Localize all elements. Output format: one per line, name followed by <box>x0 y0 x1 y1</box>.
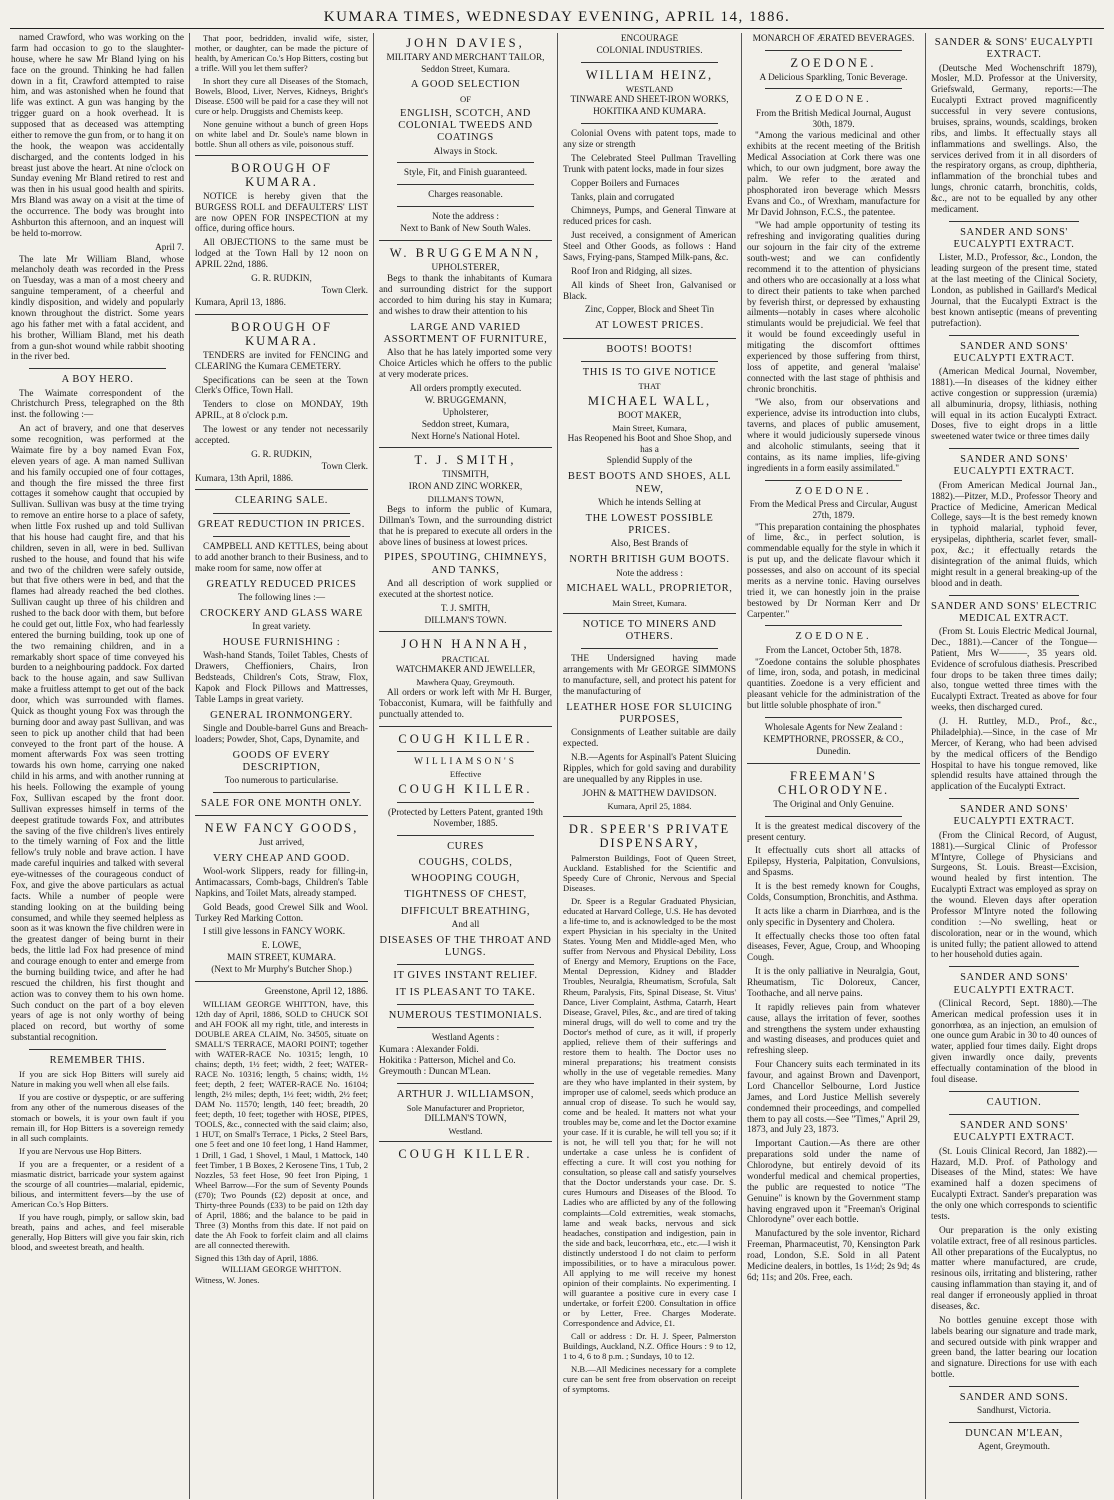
ad-line: Effective <box>449 769 482 780</box>
ad-heading: SALE FOR ONE MONTH ONLY. <box>200 798 363 810</box>
divider <box>397 1027 534 1028</box>
ad-heading: ENCOURAGE <box>620 34 679 44</box>
ad-address: (Next to Mr Murphy's Butcher Shop.) <box>211 965 352 976</box>
columns <box>6 33 1108 1499</box>
notice-paragraph: Consignments of Leather suitable are daily expected. <box>563 728 736 750</box>
ad-paragraph: It effectually cuts short all attacks of Epilepsy, Hysteria, Palpitation, Convulsions, and Spasms. <box>747 846 920 879</box>
ad-title: JOHN HANNAH, <box>401 637 530 652</box>
notice-paragraph: All OBJECTIONS to the same must be lodged at the Town Hall by 12 noon on APRIL 22nd, 1886. <box>195 238 368 271</box>
notice-signed: Signed this 13th day of April, 1886. <box>195 1253 319 1263</box>
ad-line: Note the address : <box>432 212 499 223</box>
ad-heading: NORTH BRITISH GUM BOOTS. <box>569 554 730 566</box>
ad-heading: GREAT REDUCTION IN PRICES. <box>197 518 366 530</box>
ad-paragraph: Manufactured by the sole inventor, Richard Freeman, Pharmaceutist, 70, Kensington Park road, London, S.E. Sold in all Patent Medicine dealers, in bottles, 1s 1½d; 2s 9d; 4s 6d; 11s; and 20s. Free, each. <box>747 1229 920 1283</box>
divider <box>397 1004 534 1005</box>
divider <box>379 631 552 632</box>
divider <box>949 1422 1079 1423</box>
divider <box>765 717 902 718</box>
ad-heading: TIGHTNESS OF CHEST, <box>404 889 527 901</box>
ad-title: SANDER AND SONS' EUCALYPTI EXTRACT. <box>953 972 1075 996</box>
article-paragraph: The Waimate correspondent of the Christchurch Press, telegraphed on the 8th inst. the following :— <box>11 388 184 421</box>
ad-heading: THE LOWEST POSSIBLE PRICES. <box>585 512 714 537</box>
ad-heading: ZOEDONE. <box>795 485 872 497</box>
divider <box>397 1083 534 1084</box>
ad-paragraph: If you have rough, pimply, or sallow skin, bad breath, pains and aches, and feel miserable generally, Hop Bitters will give you fair skin, rich blood, and sweetest breath, and health. <box>11 1211 184 1253</box>
notice-paragraph: The lowest or any tender not necessarily accepted. <box>195 425 368 446</box>
ad-subtitle: HOKITIKA AND KUMARA. <box>593 107 706 118</box>
ad-heading: REMEMBER THIS. <box>49 1055 146 1067</box>
ad-address: Dunedin. <box>816 746 851 757</box>
divider <box>563 613 736 614</box>
notice-signature: JOHN & MATTHEW DAVIDSON. <box>582 788 717 799</box>
ad-heading: LARGE AND VARIED ASSORTMENT OF FURNITURE, <box>383 321 548 346</box>
ad-paragraph: Roof Iron and Ridging, all sizes. <box>571 266 693 277</box>
ad-heading: CLEARING SALE. <box>235 495 328 507</box>
divider <box>397 184 534 185</box>
ad-line: The following lines :— <box>237 592 326 603</box>
ad-title: SANDER & SONS' EUCALYPTI EXTRACT. <box>934 37 1094 61</box>
ad-paragraph: Begs to thank the inhabitants of Kumara and surrounding district for the support accorded to him during his stay in Kumara; and wishes to draw their attention to his <box>379 274 552 318</box>
ad-paragraph: Chimneys, Pumps, and General Tinware at reduced prices for cash. <box>563 206 736 228</box>
ad-signature: T. J. SMITH, <box>440 603 491 614</box>
article-paragraph: named Crawford, who was working on the farm had occasion to go to the slaughter-house, where he saw Mr Bland lying on his face on the ground. Thinking he had fallen down in a fit, Crawford attempted to raise him, and was astonished when he found that life was extinct. A gun was hanging by the trigger guard on a hook overhead. It is supposed that as deceased was attempting either to remove the gun from, or to hang it on the hook, the weapon was accidentally discharged, and the contents lodged in his breast just above the heart. At nine o'clock on Sunday evening Mr Bland retired to rest and was then in his usual good health and spirits. Mrs Bland was away on a visit at the time of the occurrence. The body was brought into Ashburton this afternoon, and an inquest will be held to-morrow. <box>11 33 184 239</box>
divider <box>397 751 534 752</box>
ad-paragraph: Wash-hand Stands, Toilet Tables, Chests of Drawers, Cheffioniers, Chairs, Iron Bedsteads, Children's Cots, Straw, Flox, Kapok and Flock Pillows and Mattresses, Table Lamps in great variety. <box>195 651 368 705</box>
ad-line: Splendid Supply of the <box>606 456 693 467</box>
ad-line: Zinc, Copper, Block and Sheet Tin <box>584 305 714 316</box>
divider <box>213 513 350 514</box>
ad-title: COUGH KILLER. <box>398 731 533 746</box>
divider <box>949 1091 1079 1092</box>
divider <box>581 62 718 63</box>
divider <box>379 447 552 448</box>
ad-subtitle: IRON AND ZINC WORKER, <box>408 481 523 492</box>
column-6 <box>926 33 1102 1499</box>
divider <box>195 314 368 315</box>
ad-subtitle: MILITARY AND MERCHANT TAILOR, <box>386 52 545 63</box>
divider <box>949 966 1079 967</box>
masthead: KUMARA TIMES, WEDNESDAY EVENING, APRIL 14, 1886. <box>10 6 1104 29</box>
ad-paragraph: (From American Medical Journal Jan., 1882).—Pitzer, M.D., Professor Theory and Practice of Medicine, American Medical College, says—It is the best remedy known in typhoid malarial, typhoid fever, erysipelas, diphtheria, scarlet fever, small-pox, &c.; it effectually retards the disintegration of the animal fluids, which might result in a general breaking-up of the blood and in death. <box>931 480 1097 589</box>
ad-title: FREEMAN'S CHLORODYNE. <box>777 768 890 798</box>
ad-title: SANDER AND SONS' EUCALYPTI EXTRACT. <box>953 226 1075 251</box>
ad-heading: ZOEDONE. <box>795 94 872 106</box>
divider <box>195 981 368 982</box>
ad-heading: IT GIVES INSTANT RELIEF. <box>393 970 538 982</box>
ad-paragraph: Also that he has lately imported some very Choice Articles which he offers to the public at very moderate prices. <box>379 348 552 381</box>
divider <box>765 480 902 481</box>
ad-paragraph: (From St. Louis Electric Medical Journal, Dec., 1881).—Cancer of the Tongue—Patient, Mrs W———, 35 years old. Evidence of scrofulous diathesis. Prescribed four drops to be taken three times daily; also, tongue wetted three times with the Eucalypti Extract. Treated as above for four weeks, then discharged cured. <box>931 627 1097 714</box>
ad-heading: VERY CHEAP AND GOOD. <box>213 852 350 864</box>
article-date: April 7. <box>155 242 184 253</box>
ad-line: And all <box>451 920 480 931</box>
ad-paragraph: Begs to inform the public of Kumara, Dillman's Town, and the surrounding district that he is prepared to execute all orders in the above lines of business at lowest prices. <box>379 504 552 548</box>
divider <box>949 448 1079 449</box>
ad-address: Agent, Greymouth. <box>977 1442 1051 1453</box>
ad-paragraph: "Among the various medicinal and other exhibits at the recent meeting of the British Medical Association at Cork there was one which, to our own judgment, bore away the palm. We refer to the ærated and phosphorated iron beverage which Messrs Evans and Co., of Wrexham, manufacture for Mr David Johnson, F.C.S., the patentee. <box>747 131 920 218</box>
ad-heading: CURES <box>447 840 484 852</box>
ad-line: Has Reopened his Boot and Shoe Shop, and has a <box>567 433 732 455</box>
ad-heading: DIFFICULT BREATHING, <box>400 905 531 917</box>
ad-paragraph: (Clinical Record, Sept. 1880).—The American medical profession uses it in gonorrhœa, as an injection, an emulsion of one ounce gum Arabic in 30 to 40 ounces of water, applied four times daily. Eight drops given inwardly once daily, prevents effectually contamination of the blood in foul disease. <box>931 998 1097 1085</box>
notice-date: Kumara, April 25, 1884. <box>607 800 692 811</box>
ad-address: Next Horne's National Hotel. <box>411 431 520 442</box>
ad-heading: IT IS PLEASANT TO TAKE. <box>395 986 536 998</box>
ad-signature: ARTHUR J. WILLIAMSON, <box>396 1088 535 1100</box>
ad-address: Sandhurst, Victoria. <box>977 1406 1051 1417</box>
ad-subtitle: UPHOLSTERER, <box>431 262 500 273</box>
ad-address: Mawhera Quay, Greymouth. <box>416 677 515 688</box>
notice-title: NOTICE TO MINERS AND OTHERS. <box>582 618 717 642</box>
ad-paragraph: CAMPBELL AND KETTLES, being about to add another branch to their Business, and to make room for same, now offer at <box>195 541 368 574</box>
notice-paragraph: THE Undersigned having made arrangements with Mr GEORGE SIMMONS to manufacture, sell, and protect his patent for the manufacturing of <box>563 654 736 697</box>
ad-line: Also, Best Brands of <box>610 539 689 550</box>
ad-paragraph: It effectually checks those too often fatal diseases, Fever, Ague, Croup, and Whooping Cough. <box>747 931 920 964</box>
divider <box>581 361 718 362</box>
ad-paragraph: Single and Double-barrel Guns and Breach-loaders; Powder, Shot, Caps, Dynamite, and <box>195 723 368 745</box>
ad-signature: SANDER AND SONS. <box>959 1392 1069 1404</box>
ad-subtitle: WATCHMAKER AND JEWELLER, <box>395 665 536 676</box>
notice-paragraph: WILLIAM GEORGE WHITTON, have, this 12th day of April, 1886, SOLD to CHUCK SOI and AH FOOK all my right, title, and interests in DOUBLE AREA CLAIM, No. 34505, situate on SMALL'S TERRACE, MAORI POINT; together with WATER-RACE No. 10315; length, 10 chains; depth, 1½ feet; width, 2 feet; WATER-RACE No. 10316; length, 5 chains; width, 1½ feet; depth, 2 feet; WATER-RACE No. 16104; length, 2½ miles; depth, 1½ feet; width, 2½ feet; DAM No. 11570; length, 140 feet; breadth, 20 feet; depth, 10 feet; together with HOSE, PIPES, TOOLS, &c., connected with the said claim; also, 1 HUT, on Small's Terrace, 1 Picks, 2 Steel Bars, one 5 feet and one 10 feet long, 1 Hand Hammer, 1 Drill, 1 Gad, 1 Shovel, 1 Maul, 1 Mattock, 140 feet Timber, 1 B Boxes, 2 Kerosene Tins, 1 Tub, 2 Nozzles, 53 feet Hose, 90 feet Iron Piping, 1 Wheel Barrow—For the sum of Seventy Pounds (£70); Two Pounds (£2) deposit at once, and Thirty-three Pounds (£33) to be paid on 12th day of April, 1886; and the balance to be paid in Three (3) Months from this date. If not paid on date the Ah Fook to forfeit claim and all claims are all connected therewith. <box>195 998 368 1250</box>
ad-paragraph: (St. Louis Clinical Record, Jan 1882).—Hazard, M.D. Prof. of Pathology and Diseases of the Mind, states: We have examined half a dozen specimens of Eucalypti Extract. Sander's preparation was the only one which corresponds to scientific tests. <box>931 1146 1097 1222</box>
ad-heading: HOUSE FURNISHING : <box>222 636 341 648</box>
divider <box>581 123 718 124</box>
ad-heading: A GOOD SELECTION <box>410 79 521 91</box>
notice-heading: LEATHER HOSE FOR SLUICING PURPOSES, <box>566 701 733 726</box>
ad-title: SANDER AND SONS' EUCALYPTI EXTRACT. <box>953 340 1075 364</box>
ad-line: Wholesale Agents for New Zealand : <box>764 722 903 733</box>
ad-paragraph: "We had ample opportunity of testing its refreshing and invigorating qualities during our sojourn in the fair city of the extreme south-west; and we can confidently recommend it to the attention of physicians and others who are occasionally at a loss what to direct their patients to take when parched by feverish thirst, or depressed by exhausting ailments—notably in cases where alcoholic stimulants would be prejudicial. We feel that it would be found exceedingly useful in mitigating the discomfort ofttimes experienced by those suffering from thirst, loss of appetite, and general 'malaise' connected with the last stage of phthisis and chronic bronchitis. <box>747 221 920 395</box>
ad-heading: AT LOWEST PRICES. <box>595 320 704 332</box>
ad-signature: KEMPTHORNE, PROSSER, & CO., <box>763 734 904 745</box>
notice-date: Kumara, 13th April, 1886. <box>195 473 294 484</box>
ad-line: Sole Manufacturer and Proprietor, <box>406 1103 525 1114</box>
ad-source: From the British Medical Journal, August 30th, 1879. <box>756 108 911 130</box>
ad-paragraph: If you are Nervous use Hop Bitters. <box>19 1145 142 1156</box>
ad-heading: ZOEDONE. <box>795 631 872 643</box>
ad-paragraph: Palmerston Buildings, Foot of Queen Street, Auckland. Established for the Scientific and Speedy Cure of Chronic, Nervous and Special Diseases. <box>563 852 736 894</box>
ad-source: From the Medical Press and Circular, August 27th, 1879. <box>749 499 918 521</box>
ad-signature: W. BRUGGEMANN, <box>424 395 507 406</box>
ad-heading: WHOOPING COUGH, <box>411 873 520 885</box>
notice-title: BOROUGH OF KUMARA. <box>231 319 332 349</box>
ad-title: COUGH KILLER. <box>398 782 533 797</box>
divider <box>949 1386 1079 1387</box>
ad-heading: GENERAL IRONMONGERY. <box>210 709 353 721</box>
ad-paragraph: Gold Beads, good Crewel Silk and Wool. Turkey Red Marking Cotton. <box>195 902 368 924</box>
notice-paragraph: Specifications can be seen at the Town Clerk's Office, Town Hall. <box>195 375 368 397</box>
notice-date: Greenstone, April 12, 1886. <box>264 986 368 997</box>
divider <box>379 1141 552 1142</box>
ad-paragraph: If you are sick Hop Bitters will surely aid Nature in making you well when all else fails. <box>11 1069 184 1090</box>
article-paragraph: The late Mr William Bland, whose melancholy death was recorded in the Press on Tuesday, was a man of a most cheery and sanguine temperament, of a cheerful and kindly disposition, and widely and popularly known throughout the district. Some years ago his father met with a fatal accident, and his brother, William Bland, met his death from a gun-shot wound while rabbit shooting in the river bed. <box>11 254 184 363</box>
ad-signature: MICHAEL WALL, PROPRIETOR, <box>566 583 733 595</box>
divider <box>397 835 534 836</box>
ad-line: Hokitika : Patterson, Michel and Co. <box>379 1056 516 1067</box>
ad-heading: COUGHS, COLDS, <box>418 856 513 868</box>
ad-address: Main Street, Kumara, <box>612 422 687 433</box>
ad-subtitle: TINWARE AND SHEET-IRON WORKS, <box>570 95 729 106</box>
divider <box>765 50 902 51</box>
ad-line: Kumara : Alexander Foldi. <box>379 1045 479 1056</box>
ad-heading: GREATLY REDUCED PRICES <box>206 578 357 590</box>
ad-paragraph: (Deutsche Med Wochenschrift 1879), Mosler, M.D. Professor at the University, Griefswald, Germany, reports:—The Eucalypti Extract proved magnificently successful in very severe contusions, bruises, sprains, wounds, scaldings, broken ribs, and limbs. It effectually stays all inflammations and swellings. Also, the services derived from it in all disorders of the respiratory organs, as croup, diphtheria, inflammation of the bronchial tubes and lungs, chronic catarrh, bronchitis, colds, &c., are not to be equalled by any other medicament. <box>931 63 1097 215</box>
ad-paragraph: It is the greatest medical discovery of the present century. <box>747 821 920 843</box>
divider <box>397 964 534 965</box>
divider <box>397 162 534 163</box>
notice-role: Town Clerk. <box>321 461 368 472</box>
article-heading: A BOY HERO. <box>61 374 134 386</box>
divider <box>949 335 1079 336</box>
ad-subtitle: BOOT MAKER, <box>617 410 682 421</box>
ad-line: Too numerous to particularise. <box>224 776 339 787</box>
ad-title: DR. SPEER'S PRIVATE DISPENSARY, <box>568 821 731 851</box>
ad-paragraph: "This preparation containing the phosphates of lime, &c., in perfect solution, is commendable equally for the style in which it is put up, and the delicate flavour which it possesses, and also on account of its special merits as a nervine tonic. Having ourselves tried it, we can honestly join in the praise bestowed by Dr Norman Kerr and Dr Carpenter." <box>747 522 920 620</box>
ad-subtitle: PRACTICAL <box>441 654 490 665</box>
ad-title: SANDER AND SONS' EUCALYPTI EXTRACT. <box>953 804 1075 828</box>
ad-paragraph: (J. H. Ruttley, M.D., Prof., &c., Philadelphia).—Since, in the case of Mr Mercer, of Kerang, who had been advised by the medical officers of the Bendigo Hospital to have his tongue removed, like splendid results have attained through the application of the Eucalypti Extract. <box>931 717 1097 793</box>
divider <box>765 816 902 817</box>
ad-subtitle: TINSMITH, <box>442 470 489 481</box>
ad-title: NEW FANCY GOODS, <box>204 821 359 836</box>
ad-address: Seddon Street, Kumara. <box>421 64 510 75</box>
ad-line: In great variety. <box>252 622 311 633</box>
ad-line: Note the address : <box>616 568 683 579</box>
column-4 <box>558 33 742 1499</box>
column-5 <box>742 33 926 1499</box>
ad-line: Style, Fit, and Finish guaranteed. <box>403 168 528 179</box>
ad-paragraph: N.B.—All Medicines necessary for a complete cure can be sent free from observation on receipt of symptoms. <box>563 1364 736 1395</box>
ad-title: ZOEDONE. <box>790 55 877 70</box>
divider <box>765 625 902 626</box>
ad-line: Greymouth : Duncan M'Lean. <box>379 1066 491 1077</box>
ad-paragraph: All orders or work left with Mr H. Burger, Tobacconist, Kumara, will be faithfully and punctually attended to. <box>379 688 552 720</box>
notice-paragraph: TENDERS are invited for FENCING and CLEARING the Kumara CEMETERY. <box>195 350 368 372</box>
divider <box>765 88 902 89</box>
divider <box>581 648 718 649</box>
ad-address: Westland. <box>448 1126 483 1136</box>
ad-paragraph: The Celebrated Steel Pullman Travelling Trunk with patent locks, made in four sizes <box>563 153 736 175</box>
divider <box>379 240 552 241</box>
ad-title: W. BRUGGEMANN, <box>389 245 542 260</box>
ad-address: Main Street, Kumara. <box>612 597 687 608</box>
ad-subtitle: A Delicious Sparkling, Tonic Beverage. <box>759 72 908 83</box>
column-2 <box>190 33 374 1499</box>
ad-paragraph: Important Caution.—As there are other preparations sold under the name of Chlorodyne, but entirely devoid of its wonderful medical and chemical properties, the public are requested to notice "The Genuine" is known by the Government stamp having engraved upon it "Freeman's Original Chlorodyne" over each bottle. <box>747 1139 920 1226</box>
ad-signature: E. LOWE, <box>261 941 302 952</box>
divider <box>213 792 350 793</box>
divider <box>949 1114 1079 1115</box>
ad-paragraph: None genuine without a bunch of green Hops on white label and Dr. Soule's name blown in bottle. Shun all others as vile, poisonous stuff. <box>195 119 368 150</box>
notice-signature: G. R. RUDKIN, <box>251 273 312 284</box>
ad-paragraph: It is the only palliative in Neuralgia, Gout, Rheumatism, Tic Doloreux, Cancer, Toothache, and all nerve pains. <box>747 967 920 999</box>
divider <box>747 763 920 764</box>
ad-heading: PIPES, SPOUTING, CHIMNEYS, AND TANKS, <box>384 552 547 576</box>
ad-paragraph: In short they cure all Diseases of the Stomach, Bowels, Blood, Liver, Nerves, Kidneys, Bright's Disease. £500 will be paid for a case they will not cure or help. Druggists and Chemists keep. <box>195 76 368 117</box>
ad-paragraph: It rapidly relieves pain from whatever cause, allays the irritation of fever, soothes and strengthens the system under exhausting and wasting diseases, and produces quiet and refreshing sleep. <box>747 1002 920 1057</box>
ad-paragraph: It acts like a charm in Diarrhœa, and is the only specific in Dysentery and Cholera. <box>747 906 920 928</box>
ad-paragraph: "Zoedone contains the soluble phosphates of lime, iron, soda, and potash, in medicinal quantities. Zoedone is a very efficient and pleasant vehicle for the administration of the but little soluble phosphate of iron." <box>747 657 920 712</box>
ad-subtitle: The Original and Only Genuine. <box>773 799 894 810</box>
ad-line: THAT <box>638 381 661 392</box>
ad-line: Charges reasonable. <box>428 190 503 201</box>
notice-paragraph: N.B.—Agents for Aspinall's Patent Sluicing Ripples, which for gold saving and durability are unequalled by any Ripples in use. <box>563 753 736 785</box>
ad-title: SANDER AND SONS' EUCALYPTI EXTRACT. <box>953 454 1075 478</box>
ad-paragraph: "We also, from our observations and experience, advise its introduction into clubs, taverns, and places of public amusement, where it would judiciously supersede vinous and alcoholic stimulants, seeing that it contains, as its name implies, life-giving ingredients in a form easily assimilated." <box>747 398 920 474</box>
divider <box>397 802 534 803</box>
ad-address: DILLMAN'S TOWN, <box>424 1114 507 1125</box>
ad-line: WILLIAMSON'S <box>414 757 517 768</box>
ad-paragraph: Four Chancery suits each terminated in its favour, and against Brown and Davenport, Lord Chancellor Selbourne, Lord Justice James, and Lord Justice Mellish severely condemned their proceedings, and compelled them to pay all costs.—See "Times," April 29, 1873, and July 23, 1873. <box>747 1060 920 1136</box>
divider <box>949 221 1079 222</box>
ad-heading: BOOTS! BOOTS! <box>606 343 693 355</box>
ad-title: SANDER AND SONS' EUCALYPTI EXTRACT. <box>953 1120 1075 1144</box>
divider <box>195 155 368 156</box>
divider <box>563 338 736 339</box>
ad-paragraph: (American Medical Journal, November, 1881).—In diseases of the kidney either active congestion or suppression (uræmia) all albuminuria, dropsy, lithiasis, nothing will equal in its action Eucalypti Extract. Doses, five to eight drops in a little sweetened water twice or three times daily <box>931 367 1097 443</box>
notice-paragraph: NOTICE is hereby given that the BURGESS ROLL and DEFAULTERS' LIST are now OPEN FOR INSPECTION at my office, during office hours. <box>195 191 368 235</box>
ad-heading: NUMEROUS TESTIMONIALS. <box>388 1010 543 1022</box>
article-paragraph: An act of bravery, and one that deserves some recognition, was performed at the Waimate fire by a boy named Evan Fox, eleven years of age. A man named Sullivan and his family occupied one of four cottages, and though the fire missed the three first cottages it somehow caught that occupied by Sullivan. Sullivan was busy at the time trying to remove an entire horse to a place of safety, when little Fox rushed up and told Sullivan that his house had caught fire, and that his children, seven in all, were in bed. Sullivan rushed to the house, and found that his wife and two of the children were safely outside, but that five others were in bed, and that the flames had already reached the bed clothes. Sullivan caught up three of his children and rushed to the back door with them, but before he could get out, little Fox, who had fearlessly entered the burning building, took up one of the two remaining children, and in a remarkably short space of time conveyed his burden to a neighbouring paddock. Fox darted back to the house again, and saw Sullivan make a fruitless attempt to get out of the back door, which was surrounded with flames. Quick as thought young Fox was through the burning door and away past Sullivan, and was seen to pick up another child that had been conveyed to the front part of the house. A moment afterwards Fox was seen trotting towards his own home, carrying one naked child in his arms, and with another running at his heels. Following the example of young Fox, Sullivan escaped by the front door. Sullivan expresses himself in terms of the deepest gratitude towards Fox, and attributes the saving of the five children's lives entirely to the timely warning of Fox and the little fellow's truly noble and brave action. I have made careful inquiries and talked with several eye-witnesses of the courageous conduct of Fox, and give the above particulars as actual facts. While a number of people were standing looking on at the building being consumed, and while they seemed helpless as soon as it was known the five children were in the greatest danger of being burnt in their beds, the little lad Fox had presence of mind and courage enough to enter and emerge from the burning building twice, and after he had rescued the children, his first thought and action was to convey them to his own home. Such conduct on the part of a boy eleven years of age is not only worthy of being placed on record, but worthy of some substantial recognition. <box>11 424 184 1044</box>
ad-heading: THIS IS TO GIVE NOTICE <box>582 366 717 378</box>
notice-paragraph: Tenders to close on MONDAY, 19th APRIL, at 8 o'clock p.m. <box>195 400 368 422</box>
divider <box>949 595 1079 596</box>
ad-paragraph: If you are a frequenter, or a resident of a miasmatic district, barricade your system against the scourge of all countries—malarial, epidemic, bilious, and intermittent fevers—by the use of American Co.'s Hop Bitters. <box>11 1158 184 1209</box>
notice-title: BOROUGH OF KUMARA. <box>231 160 332 190</box>
ad-title: WILLIAM HEINZ, <box>585 67 714 82</box>
notice-signature: WILLIAM GEORGE WHITTON. <box>221 1264 342 1275</box>
ad-paragraph: If you are costive or dyspeptic, or are suffering from any other of the numerous diseases of the stomach or bowels, it is your own fault if you remain ill, for Hop Bitters is a sovereign remedy in all such complaints. <box>11 1092 184 1143</box>
ad-heading: MONARCH OF ÆRATED BEVERAGES. <box>752 34 915 44</box>
divider <box>379 726 552 727</box>
ad-title: COUGH KILLER. <box>398 1147 533 1162</box>
ad-heading: CROCKERY AND GLASS WARE <box>200 607 363 619</box>
divider <box>213 536 350 537</box>
ad-paragraph: Tanks, plain and corrugated <box>571 192 675 203</box>
ad-paragraph: No bottles genuine except those with labels bearing our signature and trade mark, and secured outside with pink wrapper and green band, the latter bearing our location and signature. Directions for use with each bottle. <box>931 1315 1097 1381</box>
ad-role: Upholsterer, <box>442 407 489 418</box>
ad-paragraph: I still give lessons in FANCY WORK. <box>203 927 346 938</box>
ad-paragraph: Lister, M.D., Professor, &c., London, the leading surgeon of the present time, stated at the last meeting of the Clinical Society, London, as published in Gaillard's Medical Journal, that the Eucalypti Extract is the best known antiseptic (means of preventing putrefaction). <box>931 253 1097 329</box>
ad-paragraph: And all description of work supplied or executed at the shortest notice. <box>379 578 552 600</box>
ad-paragraph: (From the Clinical Record, of August, 1881).—Surgical Clinic of Professor M'Intyre, College of Physicians and Surgeons, St. Louis. Breast—Excision, wound healed by first intention. The Eucalypti Extract was employed as spray on the wound. Eleven days after operation Professor M'Intyre noted the following condition :—No swelling, heat or discoloration, near or in the wound, which is united fully; the patient allowed to attend to her household duties again. <box>931 830 1097 961</box>
ad-line: Just arrived, <box>258 837 305 848</box>
ad-title: T. J. SMITH, <box>414 453 517 468</box>
ad-heading: GOODS OF EVERY DESCRIPTION, <box>232 749 331 773</box>
ad-title: SANDER AND SONS' ELECTRIC MEDICAL EXTRACT. <box>931 600 1097 624</box>
column-1 <box>6 33 190 1499</box>
ad-title: MICHAEL WALL, <box>587 394 712 409</box>
ad-paragraph: Our preparation is the only existing volatile extract, free of all resinous particles. All other preparations of the Eucalyptus, no matter where manufactured, are crude, resinous oils, irritating and blistering, rather causing inflammation than staying it, and of real danger if erroneously applied in throat diseases, &c. <box>931 1225 1097 1312</box>
divider <box>195 489 368 490</box>
column-3 <box>374 33 558 1499</box>
ad-line: All orders promptly executed. <box>409 384 522 395</box>
notice-signature: G. R. RUDKIN, <box>251 449 312 460</box>
ad-paragraph: It is the best remedy known for Coughs, Colds, Consumption, Bronchitis, and Asthma. <box>747 882 920 903</box>
ad-paragraph: That poor, bedridden, invalid wife, sister, mother, or daughter, can be made the picture of health, by American Co.'s Hop Bitters, costing but a trifle. Will you let them suffer? <box>195 33 368 74</box>
ad-source: From the Lancet, October 5th, 1878. <box>765 645 902 656</box>
ad-paragraph: Colonial Ovens with patent tops, made to any size or strength <box>563 129 736 151</box>
ad-line: Which he intends Selling at <box>598 497 701 508</box>
divider <box>397 206 534 207</box>
ad-paragraph: Copper Boilers and Furnaces <box>571 178 680 189</box>
divider <box>29 368 166 369</box>
ad-paragraph: Call or address : Dr. H. J. Speer, Palmerston Buildings, Auckland, N.Z. Office Hours : 9 to 12, 1 to 4, 6 to 8 p.m. ; Sundays, 10 to 12. <box>563 1331 736 1362</box>
ad-paragraph: Wool-work Slippers, ready for filling-in, Antimacassars, Comb-bags, Children's Table Napkins, and Toilet Mats, already stamped. <box>195 867 368 899</box>
ad-paragraph: All kinds of Sheet Iron, Galvanised or Black. <box>563 280 736 302</box>
ad-heading: BEST BOOTS AND SHOES, ALL NEW, <box>567 471 732 495</box>
ad-address: MAIN STREET, KUMARA. <box>227 953 336 964</box>
ad-line: Always in Stock. <box>433 146 498 157</box>
ad-heading: COLONIAL INDUSTRIES. <box>596 45 703 56</box>
notice-role: Town Clerk. <box>321 285 368 296</box>
ad-paragraph: Just received, a consignment of American Steel and Other Goods, as follows : Hand Saws, Frying-pans, Stamped Milk-pans, &c. <box>563 231 736 263</box>
divider <box>195 815 368 816</box>
ad-title: JOHN DAVIES, <box>406 36 525 50</box>
ad-address: DILLMAN'S TOWN. <box>424 615 507 626</box>
ad-heading: DISEASES OF THE THROAT AND LUNGS. <box>379 934 552 959</box>
ad-signature: DUNCAN M'LEAN, <box>965 1428 1063 1440</box>
ad-line: OF <box>460 93 471 104</box>
notice-witness: Witness, W. Jones. <box>195 1275 260 1286</box>
divider <box>29 1049 166 1050</box>
notice-date: Kumara, April 13, 1886. <box>195 297 286 308</box>
ad-line: Westland Agents : <box>431 1033 500 1044</box>
ad-line: Next to Bank of New South Wales. <box>400 224 531 235</box>
ad-address: Seddon street, Kumara, <box>421 419 510 430</box>
ad-line: (Protected by Letters Patent, granted 19th November, 1885. <box>388 807 543 829</box>
ad-address: DILLMAN'S TOWN, <box>427 493 504 504</box>
divider <box>949 798 1079 799</box>
divider <box>563 816 736 817</box>
ad-heading: ENGLISH, SCOTCH, AND COLONIAL TWEEDS AND COATINGS <box>398 107 533 144</box>
ad-subtitle: WESTLAND <box>625 84 674 95</box>
ad-heading: CAUTION. <box>986 1096 1042 1108</box>
ad-paragraph: Dr. Speer is a Regular Graduated Physician, educated at Harvard College, U.S. He has devoted a life-time to, and is acknowledged to be the most expert Physician in his specialty in the United States. Young Men and Middle-aged Men, who suffer from Nervous and Physical Debility, Loss of Energy and Memory, Eruptions on the Face, Mental Depression, Kidney and Bladder Troubles, Neuralgia, Rheumatism, Scrofula, Salt Rheum, Paralysis, Fits, Spinal Disease, St. Vitus' Dance, Liver Complaint, Asthma, Catarrh, Heart Disease, Gravel, Piles, &c., and are tired of taking mineral drugs, will do well to come and try the Doctor's method of cure, as it will, if properly applied, relieve them of their sufferings and restore them to health. The Doctor uses no mineral preparations; his treatment consists wholly in the use of vegetable remedies. Many are they who have implanted in their system, by improper use of calomel, seeds which produce an annual crop of disease. To such he would say, come and be healed. It matters not what your troubles may be, come and let the Doctor examine your case. If it is curable, he will tell you so; if it is not, he will tell you that; for he will not undertake a case unless he is confident of effecting a cure. It will cost you nothing for consultation, so please call and satisfy yourselves that the Doctor understands your case. Dr. S. cures Humours and Diseases of the Blood. To Ladies who are afflicted by any of the following complaints—Cold extremities, weak stomachs, lame and weak backs, nervous and sick headaches, constipation and indigestion, pain in the side and back, leucorrhœa, etc., etc.—I wish it distinctly understood I do not claim to perform impossibilities, or to have a miraculous power. All applying to me will receive my honest opinion of their complaints. No experimenting. I will guarantee a positive cure in every case I undertake, or forfeit £200. Consultation in office or by Letter, Free. Charges Moderate. Correspondence and Advice, £1. <box>563 896 737 1329</box>
